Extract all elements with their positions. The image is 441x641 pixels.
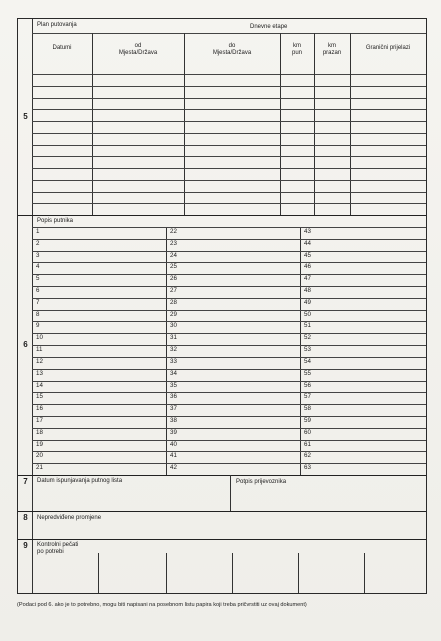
section5-column-line [350, 33, 351, 215]
passenger-row-number: 53 [304, 346, 311, 354]
passenger-row-number: 18 [36, 428, 43, 436]
passenger-row-number: 61 [304, 440, 311, 448]
passenger-row-number: 56 [304, 381, 311, 389]
section5-row-line [32, 133, 426, 134]
passenger-row-number: 8 [36, 310, 40, 318]
col-header-granicni-prijelazi: Granični prijelazi [365, 45, 411, 51]
passenger-row-number: 48 [304, 287, 311, 295]
passenger-column-line [166, 227, 167, 475]
passenger-row-number: 37 [170, 405, 177, 413]
section6-bottom-border [18, 475, 426, 476]
passenger-row-number: 45 [304, 251, 311, 259]
passenger-row-number: 50 [304, 310, 311, 318]
section5-column-line [184, 33, 185, 215]
section5-row-line [32, 203, 426, 204]
passenger-row-number: 52 [304, 334, 311, 342]
passenger-row-number: 4 [36, 263, 40, 271]
passenger-row-number: 13 [36, 369, 43, 377]
section5-row-line [32, 180, 426, 181]
passenger-column-line [300, 227, 301, 475]
stamp-box-line [232, 553, 233, 593]
passenger-row-number: 24 [170, 251, 177, 259]
passenger-row-line [32, 333, 426, 334]
passenger-row-line [32, 251, 426, 252]
col-header-km-prazan: km prazan [322, 43, 342, 56]
passenger-row-number: 3 [36, 251, 40, 259]
passenger-row-number: 57 [304, 393, 311, 401]
passenger-row-line [32, 392, 426, 393]
passenger-row-number: 59 [304, 416, 311, 424]
section5-row-line [32, 192, 426, 193]
kontrolni-pecati-label: Kontrolni pečati po potrebi [37, 542, 79, 555]
section-9-number: 9 [23, 541, 28, 550]
section-6-number: 6 [23, 340, 28, 349]
section5-column-line [280, 33, 281, 215]
popis-putnika-title: Popis putnika [37, 218, 74, 224]
passenger-row-number: 39 [170, 428, 177, 436]
passenger-row-number: 41 [170, 452, 177, 460]
potpis-prijevoznika-label: Potpis prijevoznika [236, 479, 287, 485]
section5-row-line [32, 109, 426, 110]
passenger-row-number: 10 [36, 334, 43, 342]
passenger-row-line [32, 310, 426, 311]
passenger-row-number: 42 [170, 464, 177, 472]
passenger-list-top [32, 227, 426, 228]
passenger-row-number: 38 [170, 416, 177, 424]
col-header-datumi: Datumi [52, 45, 72, 51]
passenger-row-number: 15 [36, 393, 43, 401]
form-frame [17, 18, 427, 594]
section5-row-line [32, 168, 426, 169]
section5-column-line [314, 33, 315, 215]
passenger-row-number: 26 [170, 275, 177, 283]
passenger-row-number: 19 [36, 440, 43, 448]
passenger-row-number: 34 [170, 369, 177, 377]
passenger-row-number: 62 [304, 452, 311, 460]
stamp-box-line [298, 553, 299, 593]
dnevne-etape-header: Dnevne etape [250, 24, 288, 30]
passenger-row-number: 46 [304, 263, 311, 271]
stamp-box-line [98, 553, 99, 593]
passenger-row-number: 5 [36, 275, 40, 283]
passenger-row-number: 63 [304, 464, 311, 472]
passenger-row-number: 16 [36, 405, 43, 413]
section5-bottom-border [18, 215, 426, 216]
passenger-row-number: 29 [170, 310, 177, 318]
passenger-row-number: 23 [170, 239, 177, 247]
passenger-row-number: 40 [170, 440, 177, 448]
passenger-row-number: 32 [170, 346, 177, 354]
passenger-row-line [32, 428, 426, 429]
passenger-row-number: 1 [36, 228, 40, 235]
passenger-row-number: 28 [170, 298, 177, 306]
passenger-row-number: 20 [36, 452, 43, 460]
passenger-row-number: 36 [170, 393, 177, 401]
passenger-row-number: 31 [170, 334, 177, 342]
passenger-row-number: 30 [170, 322, 177, 330]
section7-divider [230, 475, 231, 511]
col-header-od: od Mjesta/Država [118, 43, 158, 56]
passenger-row-number: 6 [36, 287, 40, 295]
section5-row-line [32, 156, 426, 157]
section5-row-line [32, 98, 426, 99]
section-7-number: 7 [23, 477, 28, 486]
passenger-row-number: 58 [304, 405, 311, 413]
passenger-row-number: 22 [170, 228, 177, 235]
passenger-row-number: 35 [170, 381, 177, 389]
passenger-row-number: 17 [36, 416, 43, 424]
passenger-row-number: 51 [304, 322, 311, 330]
passenger-row-line [32, 404, 426, 405]
section7-bottom-border [18, 511, 426, 512]
passenger-row-number: 49 [304, 298, 311, 306]
passenger-row-number: 21 [36, 464, 43, 472]
section5-row-line [32, 145, 426, 146]
footer-note: (Podaci pod 6. ako je to potrebno, mogu biti napisani na posebnom listu papira koji treba pričvrstiti uz ovaj dokument) [17, 602, 307, 608]
section-8-number: 8 [23, 513, 28, 522]
datum-ispunjavanja-label: Datum ispunjavanja putnog lista [37, 478, 123, 484]
passenger-row-number: 14 [36, 381, 43, 389]
passenger-row-number: 55 [304, 369, 311, 377]
passenger-row-number: 11 [36, 346, 43, 354]
passenger-row-line [32, 239, 426, 240]
passenger-row-number: 44 [304, 239, 311, 247]
passenger-row-number: 9 [36, 322, 40, 330]
passenger-row-line [32, 463, 426, 464]
section5-row-line [32, 121, 426, 122]
col-header-do: do Mjesta/Država [212, 43, 252, 56]
passenger-row-number: 25 [170, 263, 177, 271]
passenger-row-line [32, 321, 426, 322]
section-5-number: 5 [23, 112, 28, 121]
passenger-row-number: 43 [304, 228, 311, 235]
nepredvidene-promjene-label: Nepredviđene promjene [37, 515, 102, 521]
passenger-row-number: 12 [36, 357, 43, 365]
passenger-row-number: 60 [304, 428, 311, 436]
stamp-box-line [166, 553, 167, 593]
passenger-row-number: 27 [170, 287, 177, 295]
passenger-row-number: 2 [36, 239, 40, 247]
section8-bottom-border [18, 539, 426, 540]
passenger-row-line [32, 440, 426, 441]
passenger-row-line [32, 416, 426, 417]
passenger-row-line [32, 369, 426, 370]
passenger-row-line [32, 262, 426, 263]
passenger-row-line [32, 451, 426, 452]
passenger-row-number: 7 [36, 298, 40, 306]
passenger-row-line [32, 298, 426, 299]
stamp-box-line [364, 553, 365, 593]
passenger-row-line [32, 345, 426, 346]
passenger-row-number: 54 [304, 357, 311, 365]
passenger-row-line [32, 274, 426, 275]
section5-row-line [32, 86, 426, 87]
passenger-row-number: 33 [170, 357, 177, 365]
plan-putovanja-title: Plan putovanja [37, 22, 77, 28]
passenger-row-line [32, 286, 426, 287]
section5-column-line [92, 33, 93, 215]
passenger-row-line [32, 357, 426, 358]
passenger-row-number: 47 [304, 275, 311, 283]
col-header-km-pun: km pun [291, 43, 302, 56]
passenger-row-line [32, 381, 426, 382]
